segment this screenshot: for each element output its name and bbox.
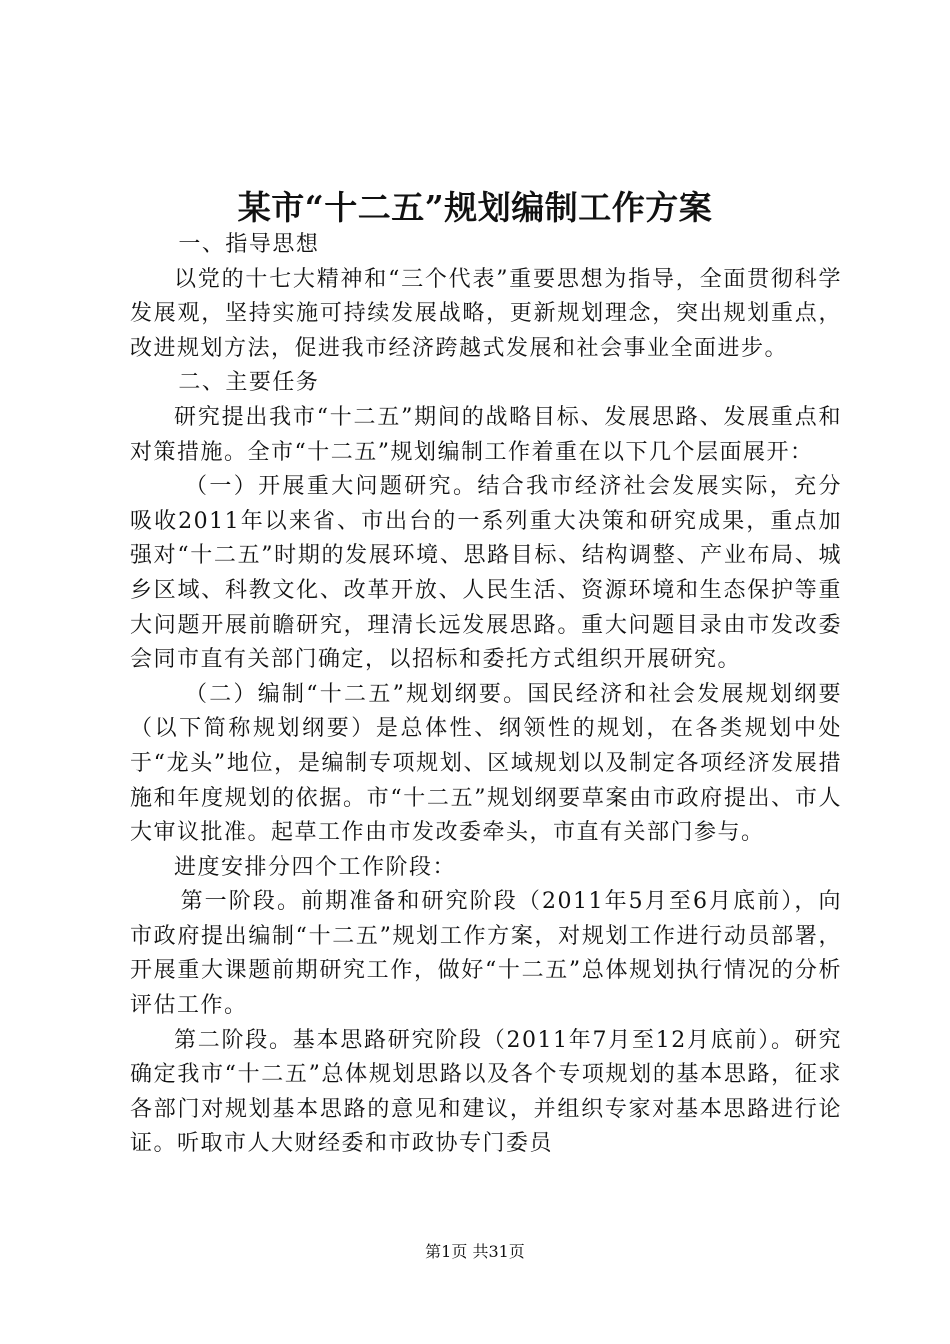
section-heading-guiding-thought: 一、指导思想 bbox=[178, 232, 320, 257]
paragraph-guiding-thought: 以党的十七大精神和“三个代表”重要思想为指导，全面贯彻科学发展观，坚持实施可持续发展战略，更新规划理念，突出规划重点，改进规划方法，促进我市经济跨越式发展和社会事业全面进步。 bbox=[130, 266, 842, 361]
section-heading-main-tasks: 二、主要任务 bbox=[178, 370, 320, 396]
paragraph-task-one: （一）开展重大问题研究。结合我市经济社会发展实际，充分吸收2011年以来省、市出台的一系列重大决策和研究成果，重点加强对“十二五”时期的发展环境、思路目标、结构调整、产业布局、城乡区域、科教文化、改革开放、人民生活、资源环境和生态保护等重大问题开展前瞻研究，理清长远发展思路。重大问题目录由市发改委会同市直有关部门确定，以招标和委托方式组织开展研究。 bbox=[130, 474, 842, 673]
paragraph-schedule-intro: 进度安排分四个工作阶段： bbox=[174, 854, 457, 880]
paragraph-main-tasks-intro: 研究提出我市“十二五”期间的战略目标、发展思路、发展重点和对策措施。全市“十二五”规划编制工作着重在以下几个层面展开： bbox=[130, 404, 842, 465]
page-number-footer: 第1页 共31页 bbox=[425, 1242, 525, 1261]
paragraph-stage-one: 第一阶段。前期准备和研究阶段（2011年5月至6月底前），向市政府提出编制“十二五”规划工作方案，对规划工作进行动员部署，开展重大课题前期研究工作，做好“十二五”总体规划执行情况的分析评估工作。 bbox=[130, 889, 842, 1019]
paragraph-task-two: （二）编制“十二五”规划纲要。国民经济和社会发展规划纲要（以下简称规划纲要）是总体性、纲领性的规划，在各类规划中处于“龙头”地位，是编制专项规划、区域规划以及制定各项经济发展措施和年度规划的依据。市“十二五”规划纲要草案由市政府提出、市人大审议批准。起草工作由市发改委牵头，市直有关部门参与。 bbox=[130, 681, 842, 846]
document-title: 某市“十二五”规划编制工作方案 bbox=[237, 188, 713, 227]
paragraph-stage-two: 第二阶段。基本思路研究阶段（2011年7月至12月底前）。研究确定我市“十二五”总体规划思路以及各个专项规划的基本思路，征求各部门对规划基本思路的意见和建议，并组织专家对基本思路进行论证。听取市人大财经委和市政协专门委员 bbox=[130, 1027, 842, 1157]
document-body bbox=[130, 228, 842, 1162]
